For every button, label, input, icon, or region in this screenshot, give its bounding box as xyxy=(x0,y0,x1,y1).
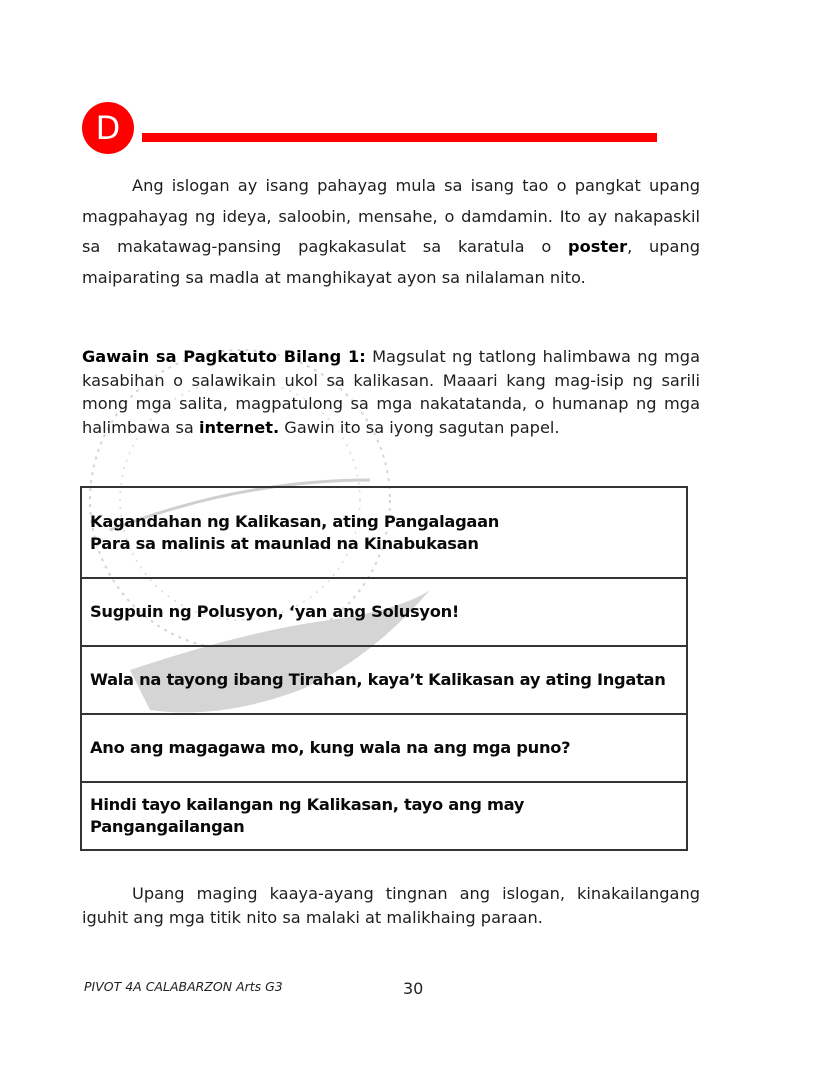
closing-paragraph: Upang maging kaaya-ayang tingnan ang islogan, kinakailangang iguhit ang mga titik nito sa malaki at malikhaing paraan. xyxy=(82,884,700,927)
slogan-cell: Hindi tayo kailangan ng Kalikasan, tayo ang may Pangangailangan xyxy=(81,782,687,850)
section-header xyxy=(82,102,662,154)
activity-text-end: Gawin ito sa iyong sagutan papel. xyxy=(279,417,560,437)
slogan-table xyxy=(80,486,688,851)
table-row xyxy=(81,782,687,850)
section-divider-rule xyxy=(142,133,657,142)
intro-text: Ang islogan ay isang pahayag mula sa isang tao o pangkat upang magpahayag ng ideya, saloobin, mensahe, o damdamin. Ito ay nakapaskil sa makatawag-pansing pagkakasulat sa karatula o xyxy=(82,176,700,256)
section-letter-badge: D xyxy=(82,102,134,154)
intro-text-end: , upang maiparating sa madla at manghikayat ayon sa nilalaman nito. xyxy=(82,237,700,287)
slogan-line: Para sa malinis at maunlad na Kinabukasan xyxy=(90,533,479,553)
table-row xyxy=(81,714,687,782)
intro-bold-term: poster xyxy=(568,237,628,256)
intro-paragraph xyxy=(82,171,700,293)
page-number: 30 xyxy=(403,979,424,998)
footer-source: PIVOT 4A CALABARZON Arts G3 xyxy=(84,979,283,994)
slogan-cell xyxy=(81,487,687,578)
table-row xyxy=(81,646,687,714)
slogan-cell: Wala na tayong ibang Tirahan, kaya’t Kalikasan ay ating Ingatan xyxy=(81,646,687,714)
slogan-line: Kagandahan ng Kalikasan, ating Pangalagaan xyxy=(90,511,500,531)
table-row xyxy=(81,487,687,578)
activity-text: Magsulat ng tatlong halimbawa ng mga kasabihan o salawikain ukol sa kalikasan. Maaari kang mag-isip ng sarili mong mga salita, magpatulong sa mga nakatatanda, o humanap ng mga halimbawa sa xyxy=(82,347,700,437)
activity-bold-term: internet. xyxy=(198,417,280,437)
activity-paragraph xyxy=(82,345,700,439)
slogan-cell: Sugpuin ng Polusyon, ‘yan ang Solusyon! xyxy=(81,578,687,646)
table-row xyxy=(81,578,687,646)
slogan-cell: Ano ang magagawa mo, kung wala na ang mga puno? xyxy=(81,714,687,782)
activity-heading: Gawain sa Pagkatuto Bilang 1: xyxy=(82,347,366,366)
